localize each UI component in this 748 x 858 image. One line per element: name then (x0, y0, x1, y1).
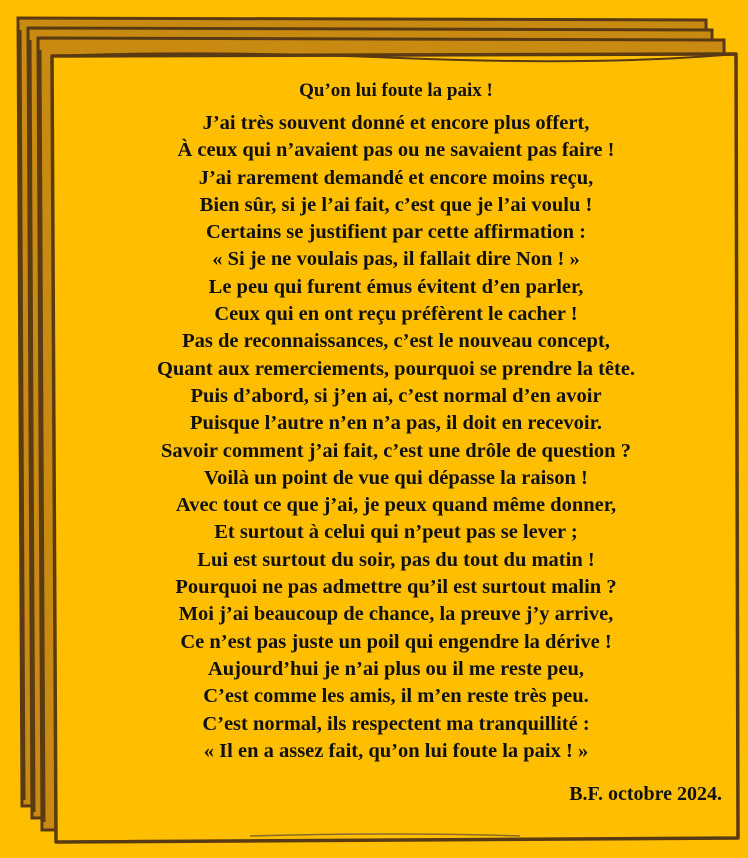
poem-line: À ceux qui n’avaient pas ou ne savaient pas faire ! (177, 139, 615, 162)
poem-line: Pas de reconnaissances, c’est le nouveau concept, (182, 330, 610, 353)
poem-line: Puis d’abord, si j’en ai, c’est normal d’en avoir (190, 384, 602, 407)
poem-line: Le peu qui furent émus évitent d’en parler, (208, 275, 584, 298)
poem-line: Ce n’est pas juste un poil qui engendre la dérive ! (180, 630, 612, 653)
poem-line: Moi j’ai beaucoup de chance, la preuve j’y arrive, (178, 603, 614, 626)
poem-line: Puisque l’autre n’en n’a pas, il doit en recevoir. (190, 412, 602, 435)
poem-line: C’est comme les amis, il m’en reste très peu. (203, 685, 589, 708)
poem-line: Quant aux remerciements, pourquoi se prendre la tête. (156, 357, 636, 380)
poem-line: Pourquoi ne pas admettre qu’il est surtout malin ? (175, 576, 617, 599)
poem-line: Ceux qui en ont reçu préfèrent le cacher ! (214, 303, 578, 326)
poem-line: Et surtout à celui qui n’peut pas se lever ; (214, 521, 578, 544)
poem-line: « Si je ne voulais pas, il fallait dire Non ! » (212, 248, 580, 271)
poem-line: J’ai très souvent donné et encore plus offert, (202, 112, 590, 134)
poem-line: J’ai rarement demandé et encore moins reçu, (198, 166, 594, 189)
poem-line: Avec tout ce que j’ai, je peux quand même donner, (175, 494, 617, 517)
poem-title: Qu’on lui foute la paix ! (299, 80, 493, 101)
poem-line: Savoir comment j’ai fait, c’est une drôle de question ? (161, 439, 631, 462)
poem-line: Bien sûr, si je l’ai fait, c’est que je l’ai voulu ! (199, 193, 593, 216)
poem-body (60, 78, 732, 765)
poem-line: Lui est surtout du soir, pas du tout du matin ! (197, 548, 595, 571)
poem-line: Aujourd’hui je n’ai plus ou il me reste peu, (207, 657, 585, 680)
poem-line: Certains se justifient par cette affirmation : (206, 221, 586, 244)
poem-line: « Il en a assez fait, qu’on lui foute la paix ! » (203, 739, 589, 762)
poem-signature: B.F. octobre 2024. (569, 783, 722, 805)
poem-line: C’est normal, ils respectent ma tranquillité : (202, 712, 590, 735)
poem-line: Voilà un point de vue qui dépasse la raison ! (204, 466, 588, 489)
